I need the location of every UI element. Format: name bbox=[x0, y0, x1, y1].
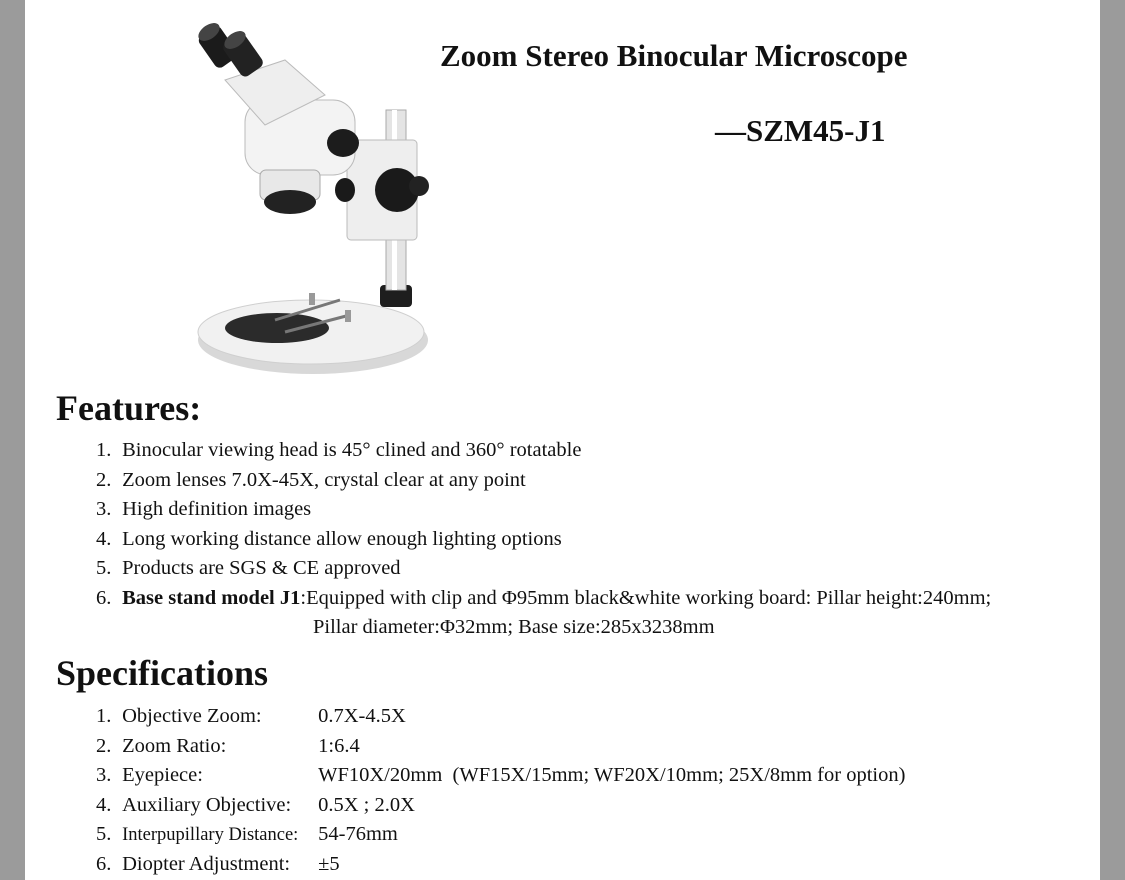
spec-item bbox=[96, 850, 905, 880]
feature-number: 3. bbox=[96, 498, 112, 520]
feature-text: Zoom lenses 7.0X-45X, crystal clear at any point bbox=[122, 468, 526, 491]
feature-number: 4. bbox=[96, 527, 112, 550]
feature-item bbox=[96, 554, 991, 584]
spec-label: Diopter Adjustment: bbox=[122, 852, 291, 875]
spec-value: ±5 bbox=[318, 852, 340, 875]
spec-item bbox=[96, 820, 905, 850]
feature-text: :Equipped with clip and Φ95mm black&white working board: Pillar height:240mm; bbox=[300, 586, 992, 609]
spec-value: 54-76mm bbox=[318, 823, 398, 845]
feature-number: 2. bbox=[96, 468, 112, 491]
spec-label: Interpupillary Distance: bbox=[122, 825, 299, 845]
spec-value: 1:6.4 bbox=[318, 734, 360, 757]
feature-item bbox=[96, 436, 991, 466]
spec-number: 3. bbox=[96, 764, 112, 786]
feature-item bbox=[96, 525, 991, 555]
spec-item bbox=[96, 702, 905, 732]
feature-text: Long working distance allow enough lighting options bbox=[122, 527, 562, 550]
spec-item bbox=[96, 761, 905, 791]
spec-item bbox=[96, 732, 905, 762]
page-title: Zoom Stereo Binocular Microscope bbox=[440, 38, 908, 73]
model-number: —SZM45-J1 bbox=[715, 113, 886, 148]
features-list bbox=[96, 436, 991, 643]
feature-text: Products are SGS & CE approved bbox=[122, 557, 401, 579]
feature-text-continued: Pillar diameter:Φ32mm; Base size:285x3238mm bbox=[313, 616, 715, 638]
specifications-heading: Specifications bbox=[56, 653, 268, 693]
spec-label: Eyepiece: bbox=[122, 764, 203, 786]
spec-number: 4. bbox=[96, 793, 112, 816]
feature-bold-label: Base stand model J1 bbox=[122, 586, 301, 609]
spec-value: 0.7X-4.5X bbox=[318, 705, 406, 727]
spec-number: 1. bbox=[96, 705, 112, 727]
spec-label: Zoom Ratio: bbox=[122, 734, 227, 757]
spec-label: Objective Zoom: bbox=[122, 705, 262, 727]
feature-number: 6. bbox=[96, 586, 112, 609]
document-page bbox=[25, 0, 1100, 880]
microscope-image bbox=[165, 10, 445, 380]
feature-item bbox=[96, 584, 991, 643]
specifications-list bbox=[96, 702, 905, 879]
features-heading: Features: bbox=[56, 388, 202, 428]
feature-number: 1. bbox=[96, 439, 112, 461]
spec-number: 6. bbox=[96, 852, 112, 875]
spec-number: 5. bbox=[96, 823, 112, 845]
spec-item bbox=[96, 791, 905, 821]
spec-value: WF10X/20mm (WF15X/15mm; WF20X/10mm; 25X/8mm for option) bbox=[318, 764, 906, 786]
feature-item bbox=[96, 466, 991, 496]
feature-item bbox=[96, 495, 991, 525]
spec-value: 0.5X ; 2.0X bbox=[318, 793, 415, 816]
spec-label: Auxiliary Objective: bbox=[122, 793, 292, 816]
feature-text: Binocular viewing head is 45° clined and 360° rotatable bbox=[122, 439, 582, 461]
spec-number: 2. bbox=[96, 734, 112, 757]
feature-number: 5. bbox=[96, 557, 112, 579]
feature-text: High definition images bbox=[122, 498, 312, 520]
